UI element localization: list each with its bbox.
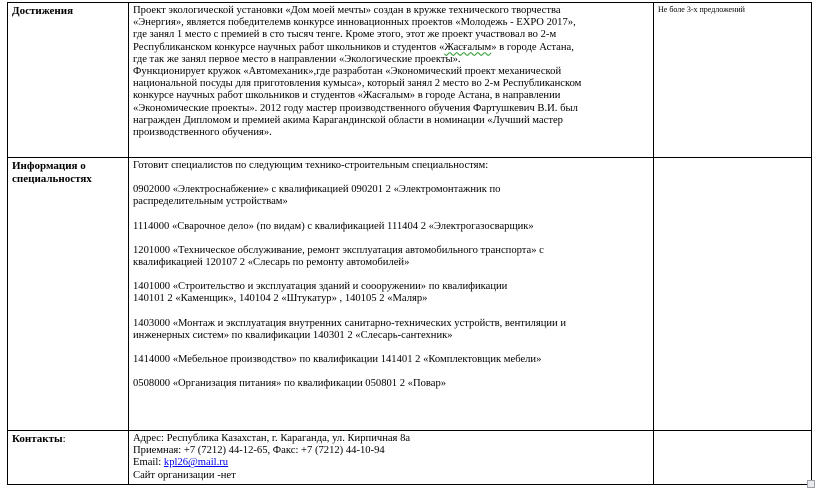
row-contacts: [8, 431, 812, 485]
row-specialties: [8, 158, 812, 431]
achievements-line: [133, 42, 649, 54]
achievements-line: «Экономические проекты». 2012 году мастер производственного обучения Фартушкевич В.И. был: [133, 102, 578, 114]
specialty-item: [133, 354, 649, 366]
achievements-line-part: » в городе Астана,: [491, 41, 574, 53]
achievements-label: Достижения: [8, 3, 129, 158]
specialties-label: Информация о специальностях: [8, 158, 129, 431]
achievements-note: Не боле 3-х предложений: [654, 3, 812, 158]
achievements-line: «Энергия», является победителемв конкурсе инновационных проектов «Молодежь - EXPO 2017»,: [133, 17, 576, 29]
achievements-text: [129, 3, 654, 158]
specialty-line: 140101 2 «Каменщик», 140104 2 «Штукатур» , 140105 2 «Маляр»: [133, 293, 428, 305]
contact-email-label: Email:: [133, 457, 164, 469]
contacts-label-cell: [8, 431, 129, 485]
specialty-line: 1114000 «Сварочное дело» (по видам) с квалификацией 111404 2 «Электрогазосварщик»: [133, 220, 534, 232]
specialties-text: [129, 158, 654, 431]
email-link[interactable]: kpl26@mail.ru: [163, 457, 229, 469]
contacts-label: Контакты: [12, 433, 63, 445]
contacts-text: [129, 431, 654, 485]
achievements-line-part: Республиканском конкурсе научных работ школьников и студентов «: [133, 41, 445, 53]
specialty-line: 0902000 «Электроснабжение» с квалификацией 090201 2 «Электромонтажник по: [133, 184, 501, 196]
achievements-line: награжден Дипломом и премией акима Карагандинской области в номинации «Лучший мастер: [133, 114, 563, 126]
specialty-item: [133, 281, 649, 305]
contacts-label-colon: :: [62, 433, 66, 445]
specialty-item: [133, 378, 649, 390]
specialties-intro: Готовит специалистов по следующим технико-строительным специальностям:: [133, 160, 489, 171]
achievements-line: где занял 1 место с премией в сто тысяч тенге. Кроме этого, этот же проект участвовал во 2-м: [133, 29, 557, 41]
specialty-line: распределительным устройствам»: [133, 196, 288, 208]
achievements-line: Проект экологической установки «Дом моей мечты» создан в кружке технического творчества: [133, 5, 561, 16]
achievements-line: национальной посуды для приготовления кумыса», который занял 2 место во 2-м Республиканском: [133, 78, 582, 90]
specialty-item: [133, 221, 649, 233]
contact-site: Сайт организации -нет: [133, 469, 236, 481]
contacts-note-cell: [654, 431, 812, 485]
achievements-line: где так же занял первое место в направлении «Экологические проекты».: [133, 53, 461, 65]
specialty-line: 1403000 «Монтаж и эксплуатация внутренних санитарно-технических устройств, вентиляции и: [133, 317, 567, 329]
specialty-line: 0508000 «Организация питания» по квалификации 050801 2 «Повар»: [133, 378, 447, 390]
specialties-note-cell: [654, 158, 812, 431]
info-table: [7, 2, 812, 485]
contact-phone: Приемная: +7 (7212) 44-12-65, Факс: +7 (7212) 44-10-94: [133, 445, 385, 457]
row-achievements: [8, 3, 812, 158]
specialty-line: 1201000 «Техническое обслуживание, ремонт эксплуатация автомобильного транспорта» с: [133, 244, 544, 256]
contact-address: Адрес: Республика Казахстан, г. Караганда, ул. Кирпичная 8а: [133, 433, 411, 444]
achievements-line: конкурсе научных работ школьников и студентов «Жасғалым» в городе Астана, в направлении: [133, 90, 561, 102]
specialty-item: [133, 318, 649, 342]
specialty-item: [133, 245, 649, 269]
specialty-line: квалификацией 120107 2 «Слесарь по ремонту автомобилей»: [133, 257, 410, 269]
specialty-line: 1401000 «Строительство и эксплуатация зданий и соооружении» по квалификации: [133, 281, 508, 293]
table-resize-handle[interactable]: [807, 480, 815, 488]
specialty-item: [133, 184, 649, 208]
specialty-line: 1414000 «Мебельное производство» по квалификации 141401 2 «Комплектовщик мебели»: [133, 354, 542, 366]
achievements-line: Функционирует кружок «Автомеханик»,где разработан «Экономический проект механической: [133, 66, 562, 78]
spellcheck-word: Жасғалым: [444, 41, 492, 53]
achievements-line: производственного обучения».: [133, 127, 272, 139]
specialty-line: инженерных систем» по квалификации 140301 2 «Слесарь-сантехник»: [133, 329, 453, 341]
contact-email-line: [133, 457, 649, 469]
